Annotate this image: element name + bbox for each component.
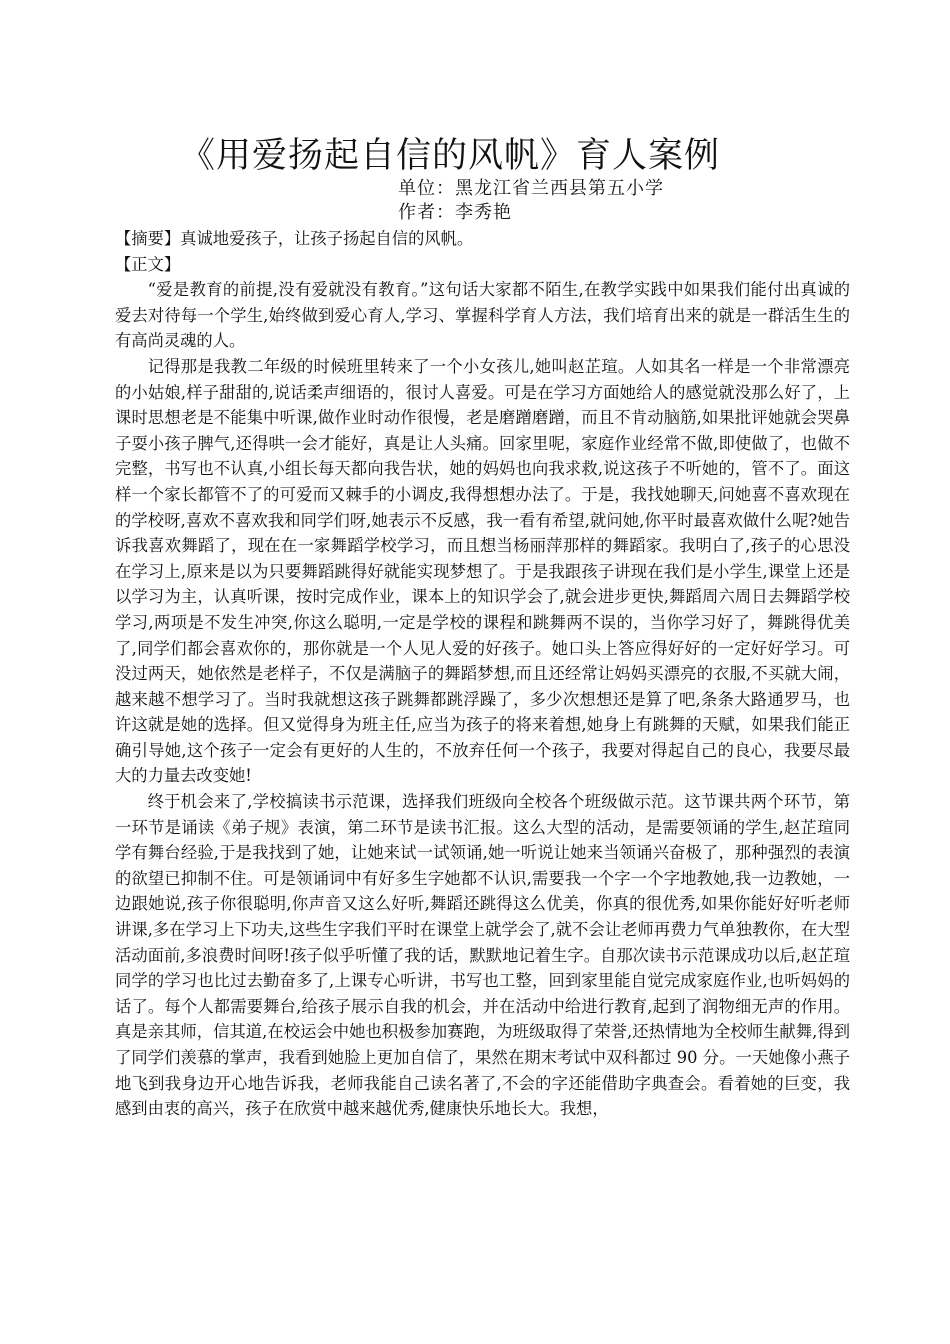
document-title: 《用爱扬起自信的风帆》育人案例 — [179, 136, 720, 176]
author-line: 作者：李秀艳 — [398, 202, 512, 223]
document-body — [115, 226, 850, 1122]
paragraph: 终于机会来了,学校搞读书示范课，选择我们班级向全校各个班级做示范。这节课共两个环节，第一环节是诵读《弟子规》表演，第二环节是读书汇报。这么大型的活动，是需要领诵的学生,赵芷瑄同学有舞台经验,于是我找到了她，让她来试一试领诵,她一听说让她来当领诵兴奋极了，那种强烈的表演的欲望已抑制不住。可是领诵词中有好多生字她都不认识,需要我一个字一个字地教她,我一边教她，一边跟她说,孩子你很聪明,你声音又这么好听,舞蹈还跳得这么优美，你真的很优秀,如果你能好好听老师讲课,多在学习上下功夫,这些生字我们平时在课堂上就学会了,就不会让老师再费力气单独教你，在大型活动面前,多浪费时间呀!孩子似乎听懂了我的话，默默地记着生字。自那次读书示范课成功以后,赵芷瑄同学的学习也比过去勤奋多了,上课专心听讲，书写也工整，回到家里能自觉完成家庭作业,也听妈妈的话了。每个人都需要舞台,给孩子展示自我的机会，并在活动中给进行教育,起到了润物细无声的作用。真是亲其师，信其道,在校运会中她也积极参加赛跑，为班级取得了荣誉,还热情地为全校师生献舞,得到了同学们羡慕的掌声，我看到她脸上更加自信了，果然在期末考试中双科都过 90 分。一天她像小燕子地飞到我身边开心地告诉我，老师我能自己读名著了,不会的字还能借助字典查会。看着她的巨变，我感到由衷的高兴，孩子在欣赏中越来越优秀,健康快乐地长大。我想， — [115, 792, 850, 1119]
abstract-line: 【摘要】真诚地爱孩子，让孩子扬起自信的风帆。 — [115, 229, 474, 248]
paragraph: 记得那是我教二年级的时候班里转来了一个小女孩儿,她叫赵芷瑄。人如其名一样是一个非常漂亮的小姑娘,样子甜甜的,说话柔声细语的，很讨人喜爱。可是在学习方面她给人的感觉就没那么好了，上课时思想老是不能集中听课,做作业时动作很慢，老是磨蹭磨蹭，而且不肯动脑筋,如果批评她就会哭鼻子耍小孩子脾气,还得哄一会才能好，真是让人头痛。回家里呢，家庭作业经常不做,即使做了，也做不完整，书写也不认真,小组长每天都向我告状，她的妈妈也向我求救,说这孩子不听她的，管不了。面这样一个家长都管不了的可爱而又棘手的小调皮,我得想想办法了。于是，我找她聊天,问她喜不喜欢现在的学校呀,喜欢不喜欢我和同学们呀,她表示不反感，我一看有希望,就问她,你平时最喜欢做什么呢?她告诉我喜欢舞蹈了，现在在一家舞蹈学校学习，而且想当杨丽萍那样的舞蹈家。我明白了,孩子的心思没在学习上,原来是以为只要舞蹈跳得好就能实现梦想了。于是我跟孩子讲现在我们是小学生,课堂上还是以学习为主，认真听课，按时完成作业，课本上的知识学会了,就会进步更快,舞蹈周六周日去舞蹈学校学习,两项是不发生冲突,你这么聪明,一定是学校的课程和跳舞两不误的，当你学习好了，舞跳得优美了,同学们都会喜欢你的，那你就是一个人见人爱的好孩子。她口头上答应得好好的一定好好学习。可没过两天，她依然是老样子，不仅是满脑子的舞蹈梦想,而且还经常让妈妈买漂亮的衣服,不买就大闹，越来越不想学习了。当时我就想这孩子跳舞都跳浮躁了，多少次想想还是算了吧,条条大路通罗马，也许这就是她的选择。但又觉得身为班主任,应当为孩子的将来着想,她身上有跳舞的天赋，如果我们能正确引导她,这个孩子一定会有更好的人生的，不放弃任何一个孩子，我要对得起自己的良心，我要尽最大的力量去改变她! — [115, 356, 850, 786]
unit-line: 单位：黑龙江省兰西县第五小学 — [398, 178, 664, 199]
body-heading: 【正文】 — [115, 254, 181, 274]
paragraph: “爱是教育的前提,没有爱就没有教育。”这句话大家都不陌生,在教学实践中如果我们能付出真诚的爱去对待每一个学生,始终做到爱心育人,学习、掌握科学育人方法，我们培育出来的就是一群活生生的有高尚灵魂的人。 — [115, 280, 850, 351]
